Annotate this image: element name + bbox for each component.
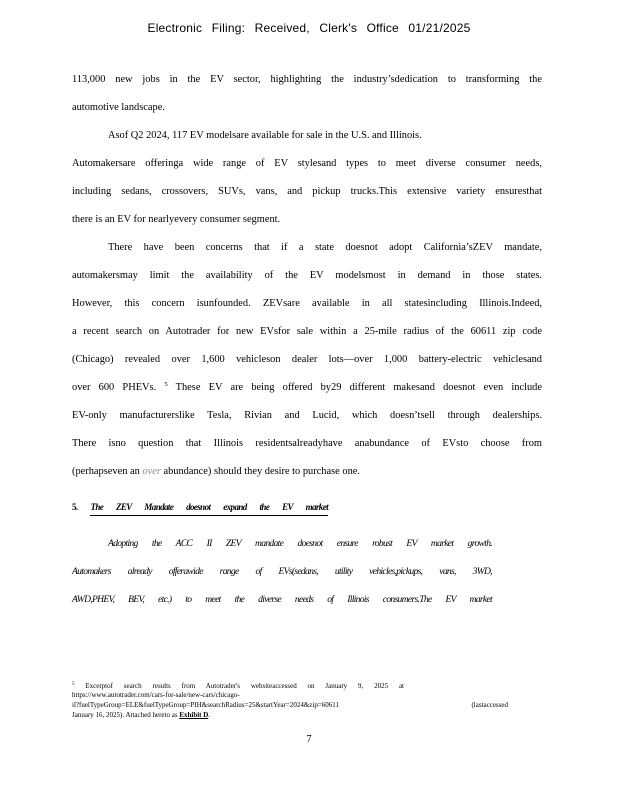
text-line: there is an EV for nearlyevery consumer segment. [72,214,281,225]
section-body [72,530,492,614]
footnote-marker: 5 [72,682,75,687]
footnote-line [72,700,508,710]
footnote [72,680,508,720]
footnote-line [72,710,508,720]
text-line: There isno question that Illinois residentsalreadyhave anabundance of EVsto choose from [72,438,542,449]
page-number: 7 [306,734,312,745]
footnote-text: (lastaccessed [471,701,508,709]
exhibit-reference: Exhibit D [179,711,209,719]
text-line: including sedans, crossovers, SUVs, vans, and pickup trucks.This extensive variety ensuresthat [72,186,542,197]
footnote-line [72,680,404,690]
text-line: Adopting the ACC II ZEV mandate doesnot ensure robust EV market growth. [108,538,492,549]
text-line: Automakers already offerawide range of EVs(sedans, utility vehicles,pickups, vans, 3WD, [72,566,492,577]
text-line: a recent search on Autotrader for new EVsfor sale within a 25-mile radius of the 60611 zip code [72,326,542,337]
section-number: 5. [72,502,78,512]
filing-stamp-header: Electronic Filing: Received, Clerk's Office 01/21/2025 [147,21,471,35]
text-line: (Chicago) revealed over 1,600 vehicleson dealer lots—over 1,000 battery-electric vehiclesand [72,354,542,365]
text-segment: (perhapseven an [72,466,140,477]
footnote-text: Excerptof search results from Autotrader's websiteaccessed on January 9, 2025 at [85,682,404,690]
section-heading [72,502,328,512]
text-line-with-footnote [72,374,542,402]
footnote-text: . [208,711,211,719]
footnote-reference: 5 [164,381,168,388]
heading-underline [90,515,328,516]
emphasis-text: over [142,466,161,477]
text-line: AWD,PHEV, BEV, etc.) to meet the diverse needs of Illinois consumers.The EV market [72,594,492,605]
footnote-url[interactable]: il?fuelTypeGroup=ELE&fuelTypeGroup=PIH&searchRadius=25&startYear=2024&zip=60611 [72,701,340,709]
footnote-text: January 16, 2025). Attached hereto as [72,711,178,719]
text-line: EV-only manufacturerslike Tesla, Rivian and Lucid, which doesn’tsell through dealerships. [72,410,542,421]
section-title: The ZEV Mandate doesnot expand the EV market [90,502,328,512]
body-text [72,66,542,486]
text-line [72,458,542,486]
text-line: automotive landscape. [72,102,165,113]
text-line: automakersmay limit the availability of the EV modelsmost in demand in those states. [72,270,542,281]
text-line: However, this concern isunfounded. ZEVsare available in all statesincluding Illinois.Indeed, [72,298,542,309]
text-line: Asof Q2 2024, 117 EV modelsare available for sale in the U.S. and Illinois. [108,130,422,141]
text-segment: These EV are being offered by29 different makesand doesnot even include [175,382,542,393]
text-segment: abundance) should they desire to purchase one. [163,466,360,477]
text-line: Automakersare offeringa wide range of EV stylesand types to meet diverse consumer needs, [72,158,542,169]
text-line: 113,000 new jobs in the EV sector, highlighting the industry’sdedication to transforming the [72,74,542,85]
text-segment: over 600 PHEVs. [72,382,157,393]
footnote-line: https://www.autotrader.com/cars-for-sale/new-cars/chicago- [72,691,240,699]
text-line: There have been concerns that if a state doesnot adopt California’sZEV mandate, [108,242,542,253]
